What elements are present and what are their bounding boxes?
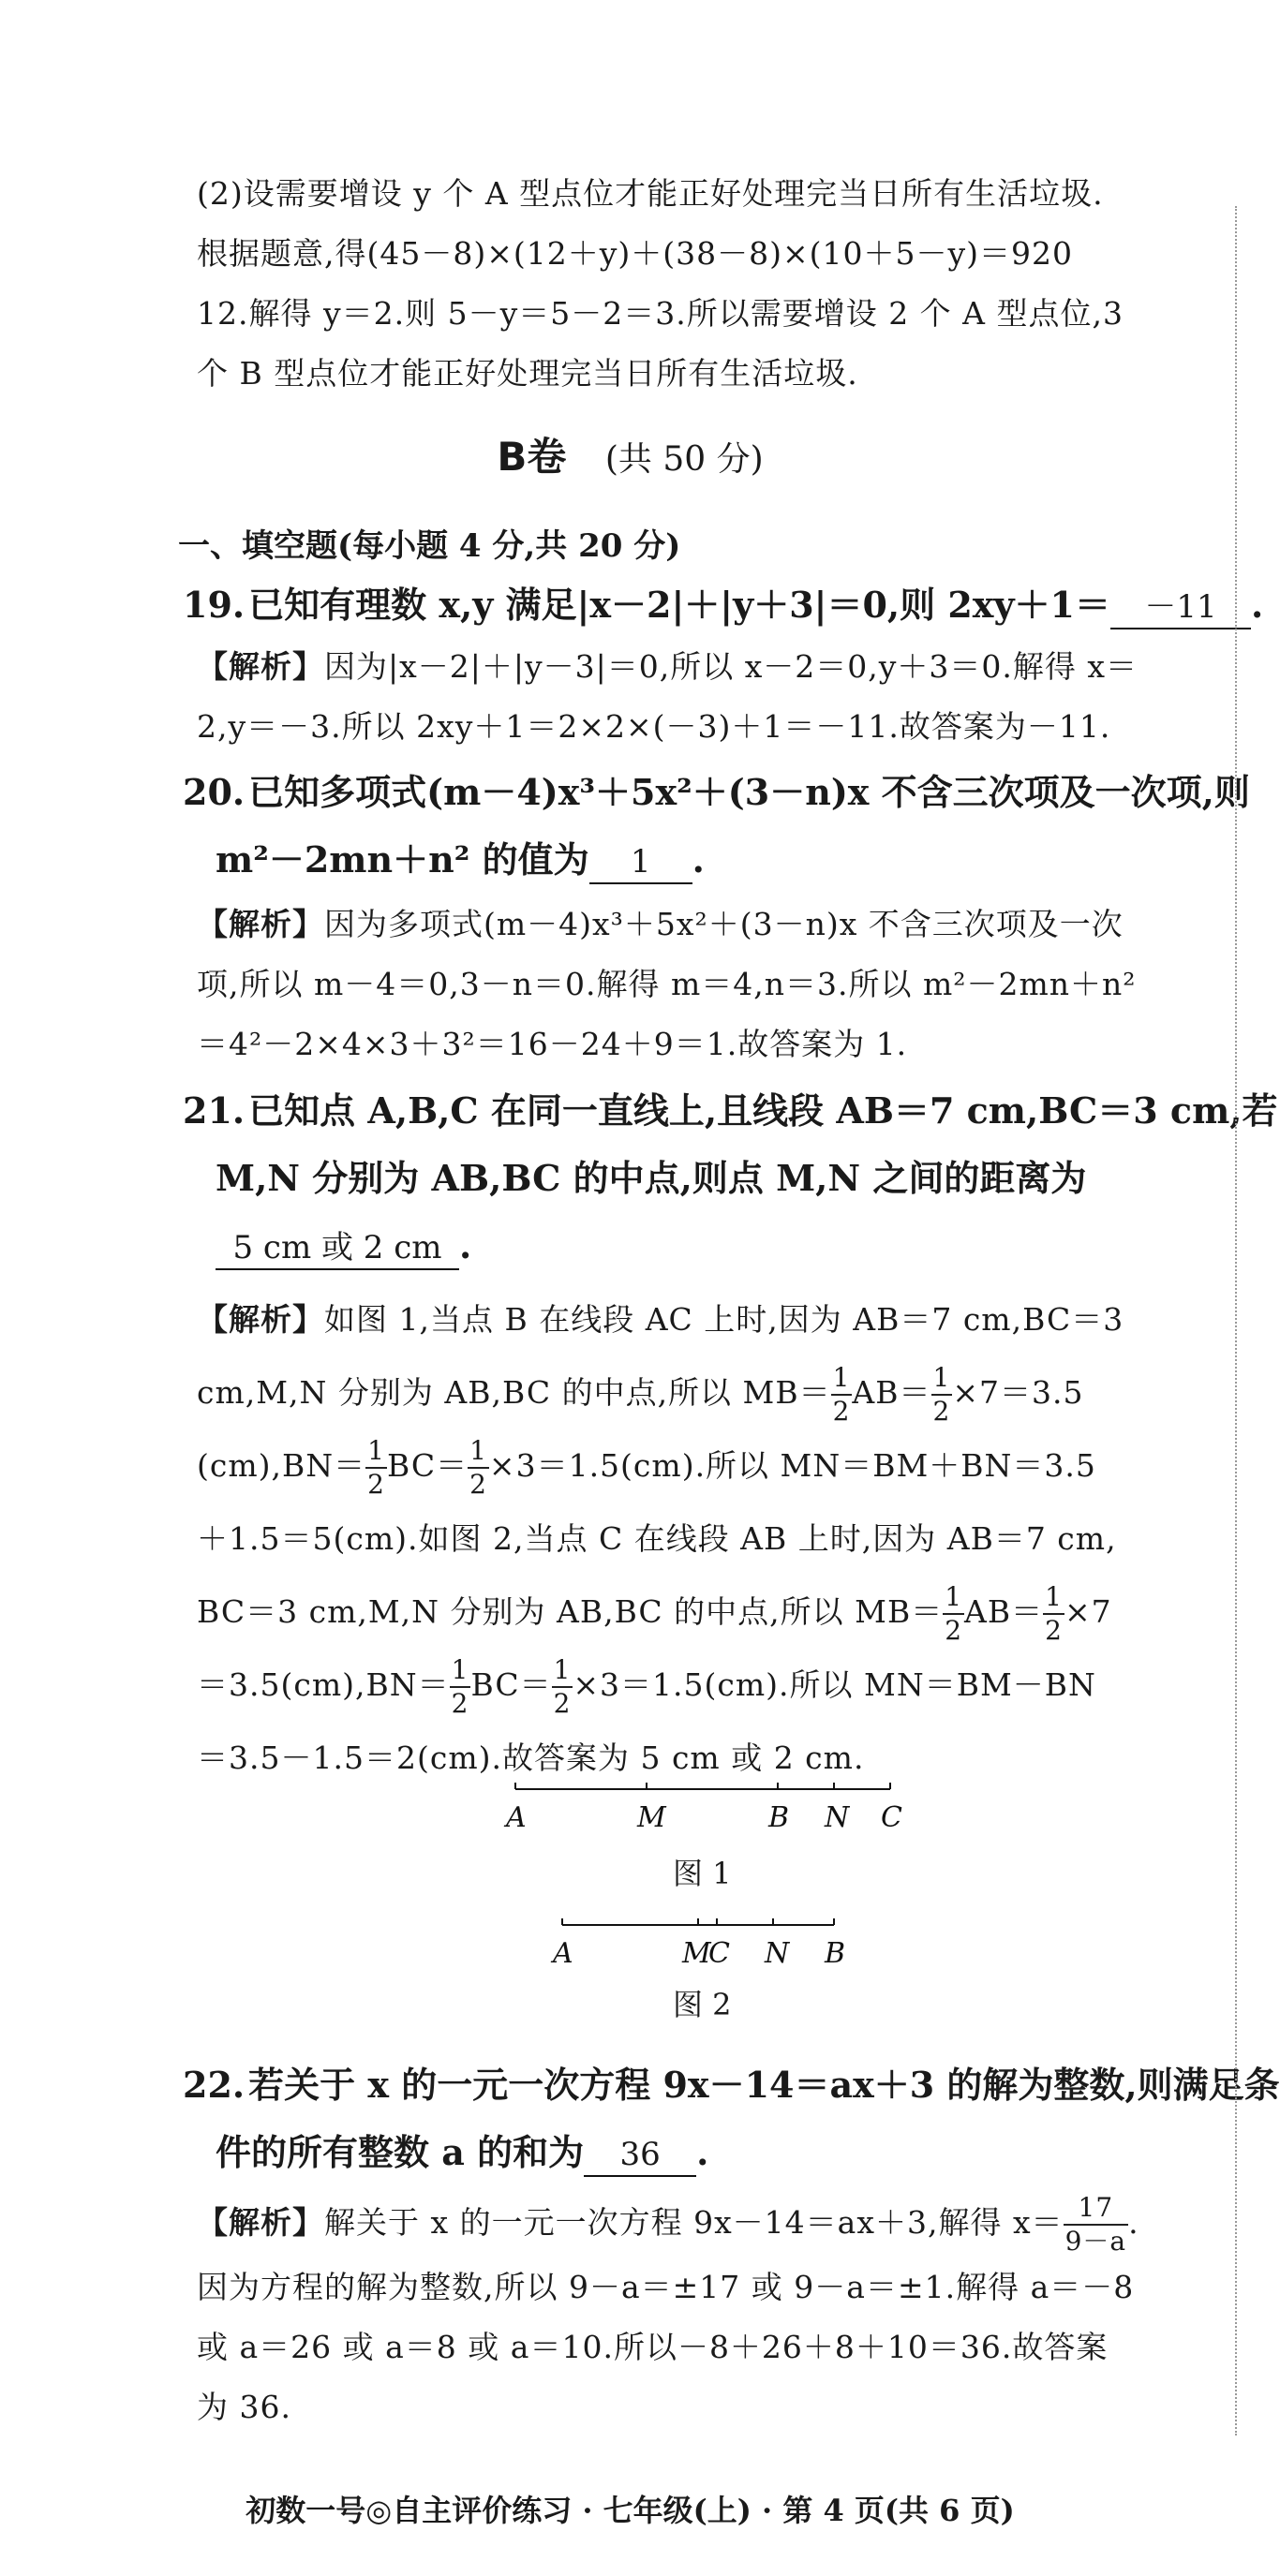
question-20-text-2: m²－2mn＋n² 的值为 (216, 838, 589, 881)
question-22-text-1: 若关于 x 的一元一次方程 9x－14＝ax＋3 的解为整数,则满足条 (248, 2064, 1280, 2106)
fraction-one-half: $\frac{1}{2}$ (945, 1581, 963, 1646)
section-heading: 一、填空题(每小题 4 分,共 20 分) (178, 527, 681, 565)
question-20-analysis (197, 895, 1209, 1074)
figure-2-label-a: A (553, 1937, 573, 1970)
question-21-analysis-line-2c: ×7＝3.5 (952, 1374, 1084, 1411)
question-20-period: . (692, 838, 705, 881)
question-21-period: . (459, 1224, 472, 1266)
fraction-17-over-9-minus-a: $\frac{17}{9-a}$ (1064, 2192, 1127, 2257)
question-22 (183, 2051, 1280, 2186)
top-solution-line-1: (2)设需要增设 y 个 A 型点位才能正好处理完当日所有生活垃圾. (197, 175, 1104, 212)
figure-1-label-b: B (768, 1801, 790, 1834)
figure-1-label-a: A (506, 1801, 527, 1834)
question-21 (183, 1077, 1278, 1280)
question-20-number: 20. (183, 771, 246, 813)
question-22-analysis-line-1-end: . (1128, 2204, 1139, 2241)
top-solution-line-3: 12.解得 y＝2.则 5－y＝5－2＝3.所以需要增设 2 个 A 型点位,3 (197, 295, 1124, 332)
question-19-answer: －11 (1110, 586, 1251, 629)
figure-2-label-b: B (825, 1937, 846, 1970)
question-21-analysis-line-5a: BC＝3 cm,M,N 分别为 AB,BC 的中点,所以 MB＝ (197, 1593, 944, 1630)
question-19-text: 已知有理数 x,y 满足|x－2|＋|y＋3|＝0,则 2xy＋1＝ (248, 584, 1110, 626)
question-21-analysis (197, 1283, 1209, 1795)
section-b-main: B卷 (497, 434, 567, 480)
question-22-period: . (696, 2131, 709, 2173)
question-21-analysis-line-2a: cm,M,N 分别为 AB,BC 的中点,所以 MB＝ (197, 1374, 831, 1411)
question-22-text-2: 件的所有整数 a 的和为 (216, 2131, 585, 2173)
question-20-analysis-line-3: ＝4²－2×4×3＋3²＝16－24＋9＝1.故答案为 1. (197, 1026, 908, 1062)
question-22-analysis-line-4: 为 36. (197, 2389, 291, 2425)
question-21-analysis-line-5b: AB＝ (964, 1593, 1044, 1630)
fraction-one-half: $\frac{1}{2}$ (932, 1362, 951, 1427)
top-solution-line-2: 根据题意,得(45－8)×(12＋y)＋(38－8)×(10＋5－y)＝920 (197, 235, 1074, 272)
question-20-answer: 1 (589, 841, 692, 884)
question-21-analysis-line-7: ＝3.5－1.5＝2(cm).故答案为 5 cm 或 2 cm. (197, 1740, 865, 1776)
figure-2-label-m: M (682, 1937, 711, 1970)
question-21-analysis-line-6b: BC＝ (470, 1666, 552, 1703)
page-footer: 初数一号◎自主评价练习 · 七年级(上) · 第 4 页(共 6 页) (246, 2493, 1015, 2528)
question-21-analysis-line-6a: ＝3.5(cm),BN＝ (197, 1666, 450, 1703)
top-solution (197, 164, 1209, 404)
question-19-analysis-line-1: 因为|x－2|＋|y－3|＝0,所以 x－2＝0,y＋3＝0.解得 x＝ (324, 648, 1139, 685)
question-22-analysis-line-2: 因为方程的解为整数,所以 9－a＝±17 或 9－a＝±1.解得 a＝－8 (197, 2269, 1135, 2305)
question-22-analysis-line-3: 或 a＝26 或 a＝8 或 a＝10.所以－8＋26＋8＋10＝36.故答案 (197, 2329, 1109, 2365)
analysis-label: 【解析】 (197, 2204, 324, 2241)
figure-2-label-c: C (708, 1937, 730, 1970)
question-21-analysis-line-5c: ×7 (1064, 1593, 1112, 1630)
figure-1-label-m: M (637, 1801, 666, 1834)
question-22-number: 22. (183, 2064, 246, 2106)
figure-1-caption: 图 1 (673, 1856, 732, 1891)
figure-1-label-c: C (881, 1801, 902, 1834)
figure-2-caption: 图 2 (673, 1987, 732, 2022)
fraction-one-half: $\frac{1}{2}$ (469, 1435, 487, 1500)
section-b-sub: (共 50 分) (604, 440, 764, 479)
figure-1-segment (487, 1775, 918, 1841)
question-19 (183, 571, 1264, 639)
question-21-analysis-line-1: 如图 1,当点 B 在线段 AC 上时,因为 AB＝7 cm,BC＝3 (324, 1301, 1124, 1338)
fraction-one-half: $\frac{1}{2}$ (451, 1654, 469, 1719)
analysis-label: 【解析】 (197, 648, 324, 685)
fraction-one-half: $\frac{1}{2}$ (1045, 1581, 1063, 1646)
question-21-analysis-line-6c: ×3＝1.5(cm).所以 MN＝BM－BN (573, 1666, 1096, 1703)
figure-2-segment (543, 1911, 862, 1976)
figure-2-label-n: N (765, 1937, 790, 1970)
fraction-one-half: $\frac{1}{2}$ (367, 1435, 385, 1500)
question-22-analysis-line-1: 解关于 x 的一元一次方程 9x－14＝ax＋3,解得 x＝ (324, 2204, 1064, 2241)
question-22-analysis (197, 2192, 1209, 2437)
question-21-answer: 5 cm 或 2 cm (216, 1227, 459, 1270)
question-19-analysis (197, 637, 1209, 757)
analysis-label: 【解析】 (197, 906, 324, 942)
question-22-answer: 36 (584, 2134, 696, 2177)
question-21-analysis-line-3a: (cm),BN＝ (197, 1447, 366, 1484)
question-19-analysis-line-2: 2,y＝－3.所以 2xy＋1＝2×2×(－3)＋1＝－11.故答案为－11. (197, 708, 1111, 745)
fraction-one-half: $\frac{1}{2}$ (832, 1362, 851, 1427)
question-21-analysis-line-4: ＋1.5＝5(cm).如图 2,当点 C 在线段 AB 上时,因为 AB＝7 cm, (197, 1520, 1117, 1557)
question-19-period: . (1250, 584, 1264, 626)
figure-1-label-n: N (825, 1801, 850, 1834)
question-21-number: 21. (183, 1089, 246, 1132)
top-solution-line-4: 个 B 型点位才能正好处理完当日所有生活垃圾. (197, 355, 858, 392)
question-21-analysis-line-3b: BC＝ (386, 1447, 469, 1484)
binding-margin-line (1235, 206, 1237, 2435)
question-21-analysis-line-2b: AB＝ (852, 1374, 931, 1411)
question-20-analysis-line-1: 因为多项式(m－4)x³＋5x²＋(3－n)x 不含三次项及一次 (324, 906, 1124, 942)
analysis-label: 【解析】 (197, 1301, 324, 1338)
question-20 (183, 759, 1250, 894)
question-21-text-1: 已知点 A,B,C 在同一直线上,且线段 AB＝7 cm,BC＝3 cm,若 (248, 1089, 1278, 1132)
question-20-text-1: 已知多项式(m－4)x³＋5x²＋(3－n)x 不含三次项及一次项,则 (248, 771, 1250, 813)
question-20-analysis-line-2: 项,所以 m－4＝0,3－n＝0.解得 m＝4,n＝3.所以 m²－2mn＋n² (197, 966, 1137, 1002)
question-19-number: 19. (183, 584, 246, 626)
question-21-analysis-line-3c: ×3＝1.5(cm).所以 MN＝BM＋BN＝3.5 (488, 1447, 1096, 1484)
section-b-title (0, 426, 1260, 482)
fraction-one-half: $\frac{1}{2}$ (553, 1654, 572, 1719)
question-21-text-2: M,N 分别为 AB,BC 的中点,则点 M,N 之间的距离为 (216, 1157, 1087, 1199)
